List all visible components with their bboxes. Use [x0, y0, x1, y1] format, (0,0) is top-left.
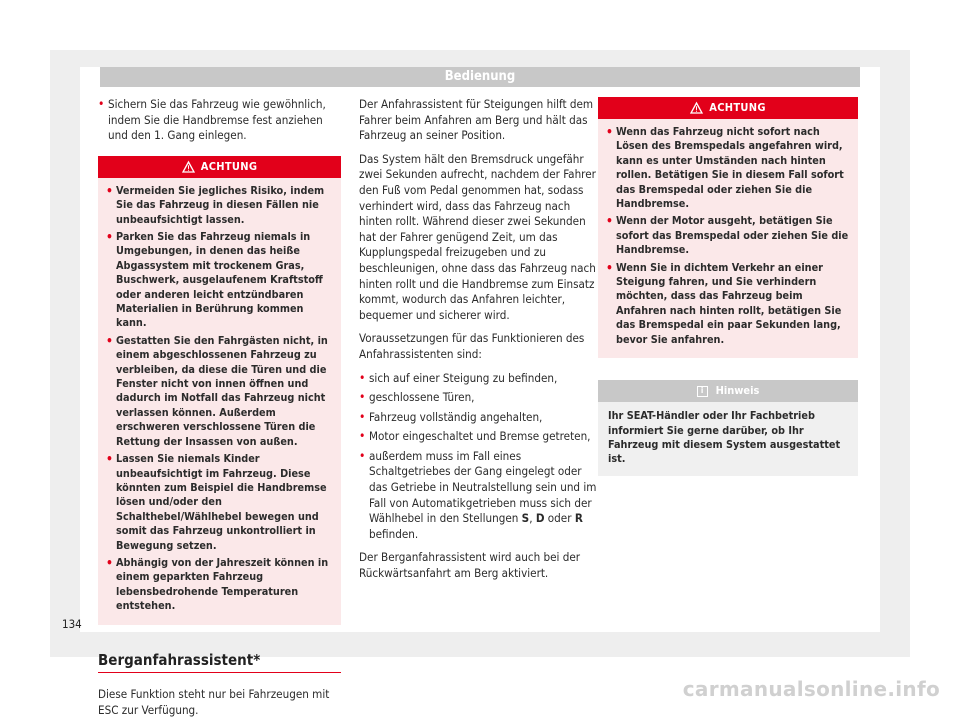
text-segment: außerdem muss im Fall eines Schaltgetriebes der Gang eingelegt oder das Getriebe in Neutralstellung sein und im Fall von Automatikgetrieben muss sich der Wählhebel in den Stellungen — [369, 448, 597, 526]
warning-header — [598, 97, 858, 119]
warning-box — [598, 97, 858, 358]
bullet-icon: • — [359, 448, 366, 463]
list-item — [606, 214, 850, 257]
warning-title: ACHTUNG — [709, 101, 766, 115]
warning-item: Abhängig von der Jahreszeit können in einem geparkten Fahrzeug lebensbedrohende Temperaturen entstehen. — [116, 555, 329, 613]
paragraph: Der Anfahrassistent für Steigungen hilft dem Fahrer beim Anfahren am Berg und hält das Fahrzeug an seiner Position. — [359, 97, 594, 143]
warning-body — [98, 178, 341, 625]
list-item — [106, 184, 333, 227]
warning-item: Wenn das Fahrzeug nicht sofort nach Lösen des Bremspedals angefahren wird, kann es unter Umständen nach hinten rollen. Betätigen Sie in diesem Fall sofort das Bremspedal oder ziehen Sie die Handbremse. — [616, 125, 844, 211]
gear-s-label: S — [521, 511, 530, 526]
list-item-text — [369, 449, 602, 543]
list-item-text: geschlossene Türen, — [369, 390, 475, 405]
column-left — [98, 97, 341, 726]
intro-text: Sichern Sie das Fahrzeug wie gewöhnlich, indem Sie die Handbremse fest anziehen und den 1. Gang einlegen. — [108, 97, 326, 143]
list-item-text: sich auf einer Steigung zu befinden, — [369, 370, 558, 385]
warning-item: Gestatten Sie den Fahrgästen nicht, in einem abgeschlossenen Fahrzeug zu verbleiben, da diese die Türen und die Fenster nicht von innen öffnen und dadurch im Notfall das Fahrzeug nicht verlassen können. Außerdem erschweren verschlossene Türen die Rettung der Insassen von außen. — [116, 333, 328, 448]
text-segment: , — [529, 511, 536, 526]
list-item — [359, 410, 602, 426]
warning-triangle-icon — [182, 161, 195, 173]
hint-text: Ihr SEAT-Händler oder Ihr Fachbetrieb informiert Sie gerne darüber, ob Ihr Fahrzeug mit diesem System ausgestattet ist. — [608, 409, 841, 466]
hint-box — [598, 380, 858, 476]
bullet-icon: • — [106, 333, 113, 348]
bullet-icon: • — [106, 183, 113, 198]
list-item — [606, 261, 850, 347]
bullet-icon: • — [359, 370, 366, 385]
watermark: carmanualsonline.info — [682, 677, 940, 701]
list-item — [359, 449, 602, 543]
hint-header — [598, 380, 858, 402]
list-item — [98, 97, 341, 144]
list-item — [606, 125, 850, 211]
bullet-icon: • — [359, 429, 366, 444]
bullet-icon: • — [606, 125, 613, 139]
text-segment: oder — [544, 511, 575, 526]
bullet-icon: • — [606, 260, 613, 275]
list-item — [106, 556, 333, 614]
list-item — [106, 452, 333, 553]
bullet-icon: • — [106, 452, 113, 467]
warning-body — [598, 119, 858, 358]
warning-header — [98, 156, 341, 178]
info-icon: i — [697, 386, 708, 397]
warning-item: Vermeiden Sie jegliches Risiko, indem Sie das Fahrzeug in diesen Fällen nie unbeaufsichtigt lassen. — [116, 183, 325, 226]
bullet-icon: • — [359, 390, 366, 405]
warning-item: Wenn Sie in dichtem Verkehr an einer Steigung fahren, und Sie verhindern möchten, dass das Fahrzeug beim Anfahren nach hinten rollt, betätigen Sie das Bremspedal ein paar Sekunden lang, bevor Sie anfahren. — [616, 260, 842, 346]
page-number: 134 — [62, 617, 82, 631]
list-item-text: Motor eingeschaltet und Bremse getreten, — [369, 429, 591, 444]
section-text: Diese Funktion steht nur bei Fahrzeugen mit ESC zur Verfügung. — [98, 687, 330, 717]
paragraph: Das System hält den Bremsdruck ungefähr zwei Sekunden aufrecht, nachdem der Fahrer den Fuß vom Pedal genommen hat, sodass verhindert wird, dass das Fahrzeug nach hinten rollt. Während dieser zwei Sekunden hat der Fahrer genügend Zeit, um das Kupplungspedal freizugeben und zu beschleunigen, ohne dass das Fahrzeug nach hinten rollt und die Handbremse zum Einsatz kommt, wodurch das Anfahren leichter, bequemer und sicherer wird. — [359, 151, 596, 322]
bullet-icon: • — [359, 409, 366, 424]
list-item — [359, 371, 602, 387]
warning-triangle-icon — [690, 102, 703, 114]
paragraph: Voraussetzungen für das Funktionieren des Anfahrassistenten sind: — [359, 331, 585, 361]
list-item — [359, 390, 602, 406]
gear-d-label: D — [535, 511, 545, 526]
column-middle — [359, 97, 602, 590]
warning-item: Parken Sie das Fahrzeug niemals in Umgebungen, in denen das heiße Abgassystem mit trockenem Gras, Buschwerk, ausgelaufenem Kraftstoff oder anderen leicht entzündbaren Materialien in Berührung kommen kann. — [116, 230, 323, 330]
column-right — [598, 97, 858, 476]
page-header: Bedienung — [100, 67, 860, 87]
list-item — [359, 429, 602, 445]
paragraph: Der Berganfahrassistent wird auch bei der Rückwärtsanfahrt am Berg aktiviert. — [359, 550, 581, 581]
list-item — [106, 334, 333, 449]
warning-item: Lassen Sie niemals Kinder unbeaufsichtigt im Fahrzeug. Diese könnten zum Beispiel die Handbremse lösen und/oder den Schalthebel/Wählhebel bewegen und somit das Fahrzeug unkontrolliert in Bewegung setzen. — [116, 452, 327, 552]
bullet-icon: • — [98, 97, 105, 111]
bullet-icon: • — [106, 230, 113, 244]
warning-box — [98, 156, 341, 625]
bullet-icon: • — [606, 214, 613, 229]
gear-r-label: R — [574, 511, 583, 526]
hint-title: Hinweis — [715, 384, 760, 398]
section-title: Berganfahrassistent* — [98, 653, 341, 674]
list-item-text: Fahrzeug vollständig angehalten, — [369, 409, 543, 424]
text-segment: befinden. — [369, 526, 419, 541]
bullet-icon: • — [106, 555, 113, 570]
warning-item: Wenn der Motor ausgeht, betätigen Sie sofort das Bremspedal oder ziehen Sie die Handbremse. — [616, 214, 849, 257]
warning-title: ACHTUNG — [200, 159, 258, 173]
list-item — [106, 230, 333, 331]
